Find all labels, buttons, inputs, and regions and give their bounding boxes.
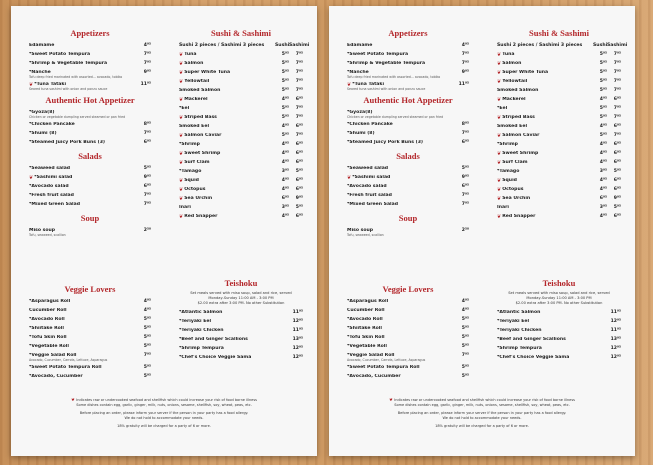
chili-icon: ❦	[179, 186, 184, 193]
list-item: Edamame 4⁹⁵	[347, 43, 469, 48]
table-row: ❦ Striped Bass 5⁹⁵ 7⁹⁵	[179, 114, 303, 121]
veggie-heading: Veggie Lovers	[382, 284, 434, 294]
list-item: *Chef's Choice Veggie Sama 12⁹⁵	[179, 355, 303, 360]
list-item: *Teriyaki Chicken 11⁹⁵	[179, 328, 303, 333]
list-item: *Steamed Juicy Pork Buns (3) 6⁹⁵	[29, 140, 151, 145]
list-item: *Shrimp & Vegetable Tempura 7⁹⁵	[29, 61, 151, 66]
footer-line: Before placing an order, please inform your server if the person in your party has a food allergy.	[397, 411, 567, 415]
table-row: ❦ Sea Urchin 6⁹⁵ 9⁹⁵	[179, 195, 303, 202]
sushi-heading: Sushi & Sashimi	[529, 28, 589, 38]
list-item: Cucumber Roll 4⁹⁵	[29, 308, 151, 313]
list-item: *Mixed Green Salad 7⁹⁵	[347, 202, 469, 207]
chili-icon: ❦	[179, 51, 184, 58]
chili-icon: ❦	[179, 96, 184, 103]
list-item: *Steamed Juicy Pork Buns (3) 6⁹⁵	[347, 140, 469, 145]
footer-line: We do not hold to accommodate your needs.	[124, 416, 204, 420]
veggie-heading: Veggie Lovers	[64, 284, 116, 294]
item-note: Chicken or vegetable dumpling served steamed or pan fried	[29, 115, 126, 119]
list-item: *Sweet Potato Tempura Roll 5⁹⁵	[29, 365, 151, 370]
item-note: Avocado, Cucumber, Carrots, Lettuce, Asparagus	[29, 358, 108, 362]
sushi-column-header: Sushi 2 pieces / Sashimi 3 pieces Sushi Sashimi	[497, 43, 628, 48]
footer-line: ❦Indicates raw or undercooked seafood and shellfish which could increase your risk of food borne illness	[389, 398, 575, 403]
chili-icon: ❦	[179, 213, 184, 220]
list-item: *Sweet Potato Tempura 7⁹⁵	[29, 52, 151, 57]
teishoku-extra: $2.00 extra after 3:00 PM. No other Substitution	[515, 301, 603, 305]
table-row: *Eel 5⁹⁵ 7⁹⁵	[179, 106, 303, 111]
table-row: ❦ Salmon Caviar 5⁹⁵ 7⁹⁵	[497, 132, 621, 139]
list-item: Cucumber Roll 4⁹⁵	[347, 308, 469, 313]
footer-line: 18% gratuity will be charged for a party of 6 or more.	[435, 424, 529, 428]
list-item: *Atlantic Salmon 11⁹⁵	[179, 310, 303, 315]
table-row: Smoked Salmon 5⁹⁵ 7⁹⁵	[179, 88, 303, 93]
list-item: *Shumi (8) 7⁹⁵	[347, 131, 469, 136]
chili-icon: ❦	[497, 195, 502, 202]
chili-icon: ❦	[71, 398, 76, 403]
footer-line: Some dishes contain egg, garlic, ginger, milk, nuts, onions, sesame, shellfish, soy, wheat, peas, etc.	[394, 403, 570, 407]
menu-left-column	[29, 28, 151, 238]
list-item: *Veggie Salad Roll 7⁹⁵	[347, 353, 469, 358]
list-item: *Avocado Roll 5⁹⁵	[347, 317, 469, 322]
chili-icon: ❦	[179, 159, 184, 166]
table-row: *Shrimp 4⁹⁵ 6⁹⁵	[497, 142, 621, 147]
chili-icon: ❦	[179, 177, 184, 184]
list-item: *Shrimp & Vegetable Tempura 7⁹⁵	[347, 61, 469, 66]
item-note: Tofu deep fried marinated with assorted... avocado, tobiko	[347, 75, 441, 79]
footer-line: Some dishes contain egg, garlic, ginger, milk, nuts, onions, sesame, shellfish, soy, wheat, peas, etc.	[76, 403, 252, 407]
sushi-heading: Sushi & Sashimi	[211, 28, 271, 38]
list-item: *Vegetable Roll 5⁹⁵	[347, 344, 469, 349]
chili-icon: ❦	[29, 174, 34, 181]
list-item: *Tofu Skin Roll 5⁹⁵	[29, 335, 151, 340]
teishoku-heading: Teishoku	[542, 278, 576, 288]
table-row: Smoked Eel 4⁹⁵ 6⁹⁵	[179, 124, 303, 129]
list-item: *Shiitake Roll 5⁹⁵	[347, 326, 469, 331]
hot-appetizer-heading: Authentic Hot Appetizer	[45, 95, 135, 105]
list-item: ❦ *Sashimi salad 9⁹⁵	[347, 174, 469, 181]
menu-footer	[31, 398, 297, 429]
list-item: ❦ *Sashimi salad 9⁹⁵	[29, 174, 151, 181]
chili-icon: ❦	[497, 177, 502, 184]
footer-line: Before placing an order, please inform your server if the person in your party has a food allergy.	[79, 411, 249, 415]
table-row: ❦ Squid 4⁹⁵ 6⁹⁵	[497, 177, 621, 184]
chili-icon: ❦	[497, 213, 502, 220]
salads-heading: Salads	[78, 151, 102, 161]
table-row: ❦ Surf Clam 4⁹⁵ 6⁹⁵	[497, 159, 621, 166]
list-item: *Shrimp Tempura 12⁹⁵	[497, 346, 621, 351]
teishoku-intro: Set meals served with miso soup, salad and rice, served	[190, 291, 292, 295]
item-note: Avocado, Cucumber, Carrots, Lettuce, Asparagus	[347, 358, 426, 362]
table-row: ❦ Octopus 4⁹⁵ 6⁹⁵	[497, 186, 621, 193]
table-row: ❦ Super White Tuna 5⁹⁵ 7⁹⁵	[497, 69, 621, 76]
list-item: *Seaweed salad 5⁹⁵	[29, 166, 151, 171]
table-row: ❦ Salmon 5⁹⁵ 7⁹⁵	[179, 60, 303, 67]
item-note: Tofu, seaweed, scallion	[29, 233, 66, 237]
veggie-column	[29, 284, 151, 381]
chili-icon: ❦	[497, 60, 502, 67]
table-row: Smoked Eel 4⁹⁵ 6⁹⁵	[497, 124, 621, 129]
list-item: *Veggie Salad Roll 7⁹⁵	[29, 353, 151, 358]
table-row: ❦ Octopus 4⁹⁵ 6⁹⁵	[179, 186, 303, 193]
chili-icon: ❦	[179, 132, 184, 139]
footer-line: We do not hold to accommodate your needs.	[442, 416, 522, 420]
list-item: *Shumi (8) 7⁹⁵	[29, 131, 151, 136]
veggie-column	[347, 284, 469, 381]
soup-heading: Soup	[80, 213, 100, 223]
chili-icon: ❦	[179, 60, 184, 67]
list-item: ❦ *Tuna Tataki 11⁹⁵	[347, 81, 469, 88]
teishoku-extra: $2.00 extra after 3:00 PM. No other Substitution	[197, 301, 285, 305]
menu-sheet-right	[329, 6, 635, 456]
list-item: Edamame 4⁹⁵	[29, 43, 151, 48]
hot-appetizer-heading: Authentic Hot Appetizer	[363, 95, 453, 105]
teishoku-column	[497, 278, 621, 362]
chili-icon: ❦	[179, 150, 184, 157]
teishoku-hours: Monday-Sunday 11:00 AM - 3:00 PM	[208, 296, 274, 300]
table-row: ❦ Striped Bass 5⁹⁵ 7⁹⁵	[497, 114, 621, 121]
list-item: *Avocado salad 6⁹⁵	[347, 184, 469, 189]
table-row: *Shrimp 4⁹⁵ 6⁹⁵	[179, 142, 303, 147]
table-row: ❦ Salmon Caviar 5⁹⁵ 7⁹⁵	[179, 132, 303, 139]
list-item: *Tofu Skin Roll 5⁹⁵	[347, 335, 469, 340]
table-row: Smoked Salmon 5⁹⁵ 7⁹⁵	[497, 88, 621, 93]
salads-heading: Salads	[396, 151, 420, 161]
table-row: ❦ Squid 4⁹⁵ 6⁹⁵	[179, 177, 303, 184]
menu-sheet-left	[11, 6, 317, 456]
table-row: ❦ Mackerel 4⁹⁵ 6⁹⁵	[179, 96, 303, 103]
list-item: ❦ *Tuna Tataki 11⁹⁵	[29, 81, 151, 88]
item-note: Chicken or vegetable dumpling served steamed or pan fried	[347, 115, 444, 119]
chili-icon: ❦	[497, 69, 502, 76]
chili-icon: ❦	[497, 78, 502, 85]
list-item: *Teriyaki Chicken 11⁹⁵	[497, 328, 621, 333]
list-item: *Vegetable Roll 5⁹⁵	[29, 344, 151, 349]
chili-icon: ❦	[179, 69, 184, 76]
list-item: *Gyoza(8)	[347, 110, 373, 115]
list-item: *Beef and Ginger Scallions 13⁹⁵	[179, 337, 303, 342]
footer-line: ❦Indicates raw or undercooked seafood and shellfish which could increase your risk of food borne illness	[71, 398, 257, 403]
menu-footer	[349, 398, 615, 429]
chili-icon: ❦	[497, 159, 502, 166]
table-row: *Tamago 3⁹⁵ 5⁹⁵	[497, 169, 621, 174]
list-item: *Gyoza(8)	[29, 110, 55, 115]
table-row: ❦ Mackerel 4⁹⁵ 6⁹⁵	[497, 96, 621, 103]
chili-icon: ❦	[497, 114, 502, 121]
teishoku-intro: Set meals served with miso soup, salad and rice, served	[508, 291, 610, 295]
table-row: ❦ Sweet Shrimp 4⁹⁵ 6⁹⁵	[497, 150, 621, 157]
list-item: *Avocado, Cucumber 5⁹⁵	[29, 374, 151, 379]
list-item: *Shrimp Tempura 12⁹⁵	[179, 346, 303, 351]
teishoku-heading: Teishoku	[224, 278, 258, 288]
menu-left-column	[347, 28, 469, 238]
chili-icon: ❦	[497, 150, 502, 157]
chili-icon: ❦	[497, 96, 502, 103]
list-item: *Teriyaki Eel 12⁹⁵	[497, 319, 621, 324]
list-item: Miso soup 2⁵⁰	[347, 228, 469, 233]
chili-icon: ❦	[179, 78, 184, 85]
list-item: *Chicken Pancake 8⁹⁵	[347, 122, 469, 127]
footer-line: 18% gratuity will be charged for a party of 6 or more.	[117, 424, 211, 428]
table-row: Inari 3⁹⁵ 5⁹⁵	[497, 205, 621, 210]
table-row: ❦ Red Snapper 4⁹⁵ 6⁹⁵	[179, 213, 303, 220]
table-row: ❦ Tuna 5⁹⁵ 7⁹⁵	[179, 51, 303, 58]
table-row: ❦ Sea Urchin 6⁹⁵ 9⁹⁵	[497, 195, 621, 202]
list-item: *Asparagus Roll 4⁹⁵	[347, 299, 469, 304]
chili-icon: ❦	[497, 51, 502, 58]
item-note: Tofu, seaweed, scallion	[347, 233, 384, 237]
list-item: *Atlantic Salmon 11⁹⁵	[497, 310, 621, 315]
list-item: *Seaweed salad 5⁹⁵	[347, 166, 469, 171]
chili-icon: ❦	[347, 174, 352, 181]
list-item: *Teriyaki Eel 12⁹⁵	[179, 319, 303, 324]
table-row: ❦ Red Snapper 4⁹⁵ 6⁹⁵	[497, 213, 621, 220]
list-item: *Shiitake Roll 5⁹⁵	[29, 326, 151, 331]
item-note: Seared tuna sashimi with onion and ponzu sauce	[347, 87, 426, 91]
sushi-column	[497, 28, 628, 221]
appetizers-heading: Appetizers	[70, 28, 110, 38]
list-item: *Avocado salad 6⁹⁵	[29, 184, 151, 189]
sushi-column	[179, 28, 310, 221]
soup-heading: Soup	[398, 213, 418, 223]
table-row: *Eel 5⁹⁵ 7⁹⁵	[497, 106, 621, 111]
chili-icon: ❦	[347, 81, 352, 88]
chili-icon: ❦	[29, 81, 34, 88]
teishoku-column	[179, 278, 303, 362]
list-item: *Avocado Roll 5⁹⁵	[29, 317, 151, 322]
table-row: ❦ Salmon 5⁹⁵ 7⁹⁵	[497, 60, 621, 67]
list-item: *Nanche 9⁹⁵	[29, 70, 151, 75]
chili-icon: ❦	[179, 195, 184, 202]
table-row: ❦ Surf Clam 4⁹⁵ 6⁹⁵	[179, 159, 303, 166]
table-row: ❦ Tuna 5⁹⁵ 7⁹⁵	[497, 51, 621, 58]
table-row: ❦ Yellowtail 5⁹⁵ 7⁹⁵	[179, 78, 303, 85]
chili-icon: ❦	[179, 114, 184, 121]
list-item: Miso soup 2⁵⁰	[29, 228, 151, 233]
list-item: *Fresh fruit salad 7⁹⁵	[29, 193, 151, 198]
chili-icon: ❦	[497, 132, 502, 139]
list-item: *Beef and Ginger Scallions 13⁹⁵	[497, 337, 621, 342]
appetizers-heading: Appetizers	[388, 28, 428, 38]
list-item: *Sweet Potato Tempura 7⁹⁵	[347, 52, 469, 57]
teishoku-hours: Monday-Sunday 11:00 AM - 3:00 PM	[526, 296, 592, 300]
list-item: *Sweet Potato Tempura Roll 5⁹⁵	[347, 365, 469, 370]
list-item: *Fresh fruit salad 7⁹⁵	[347, 193, 469, 198]
table-row: ❦ Sweet Shrimp 4⁹⁵ 6⁹⁵	[179, 150, 303, 157]
table-row: ❦ Super White Tuna 5⁹⁵ 7⁹⁵	[179, 69, 303, 76]
chili-icon: ❦	[389, 398, 394, 403]
sushi-column-header: Sushi 2 pieces / Sashimi 3 pieces Sushi Sashimi	[179, 43, 310, 48]
chili-icon: ❦	[497, 186, 502, 193]
table-row: *Tamago 3⁹⁵ 5⁹⁵	[179, 169, 303, 174]
list-item: *Mixed Green Salad 7⁹⁵	[29, 202, 151, 207]
table-row: Inari 3⁹⁵ 5⁹⁵	[179, 205, 303, 210]
list-item: *Chicken Pancake 8⁹⁵	[29, 122, 151, 127]
table-row: ❦ Yellowtail 5⁹⁵ 7⁹⁵	[497, 78, 621, 85]
list-item: *Avocado, Cucumber 5⁹⁵	[347, 374, 469, 379]
list-item: *Chef's Choice Veggie Sama 12⁹⁵	[497, 355, 621, 360]
item-note: Seared tuna sashimi with onion and ponzu sauce	[29, 87, 108, 91]
list-item: *Asparagus Roll 4⁹⁵	[29, 299, 151, 304]
item-note: Tofu deep fried marinated with assorted... avocado, tobiko	[29, 75, 123, 79]
list-item: *Nanche 9⁹⁵	[347, 70, 469, 75]
